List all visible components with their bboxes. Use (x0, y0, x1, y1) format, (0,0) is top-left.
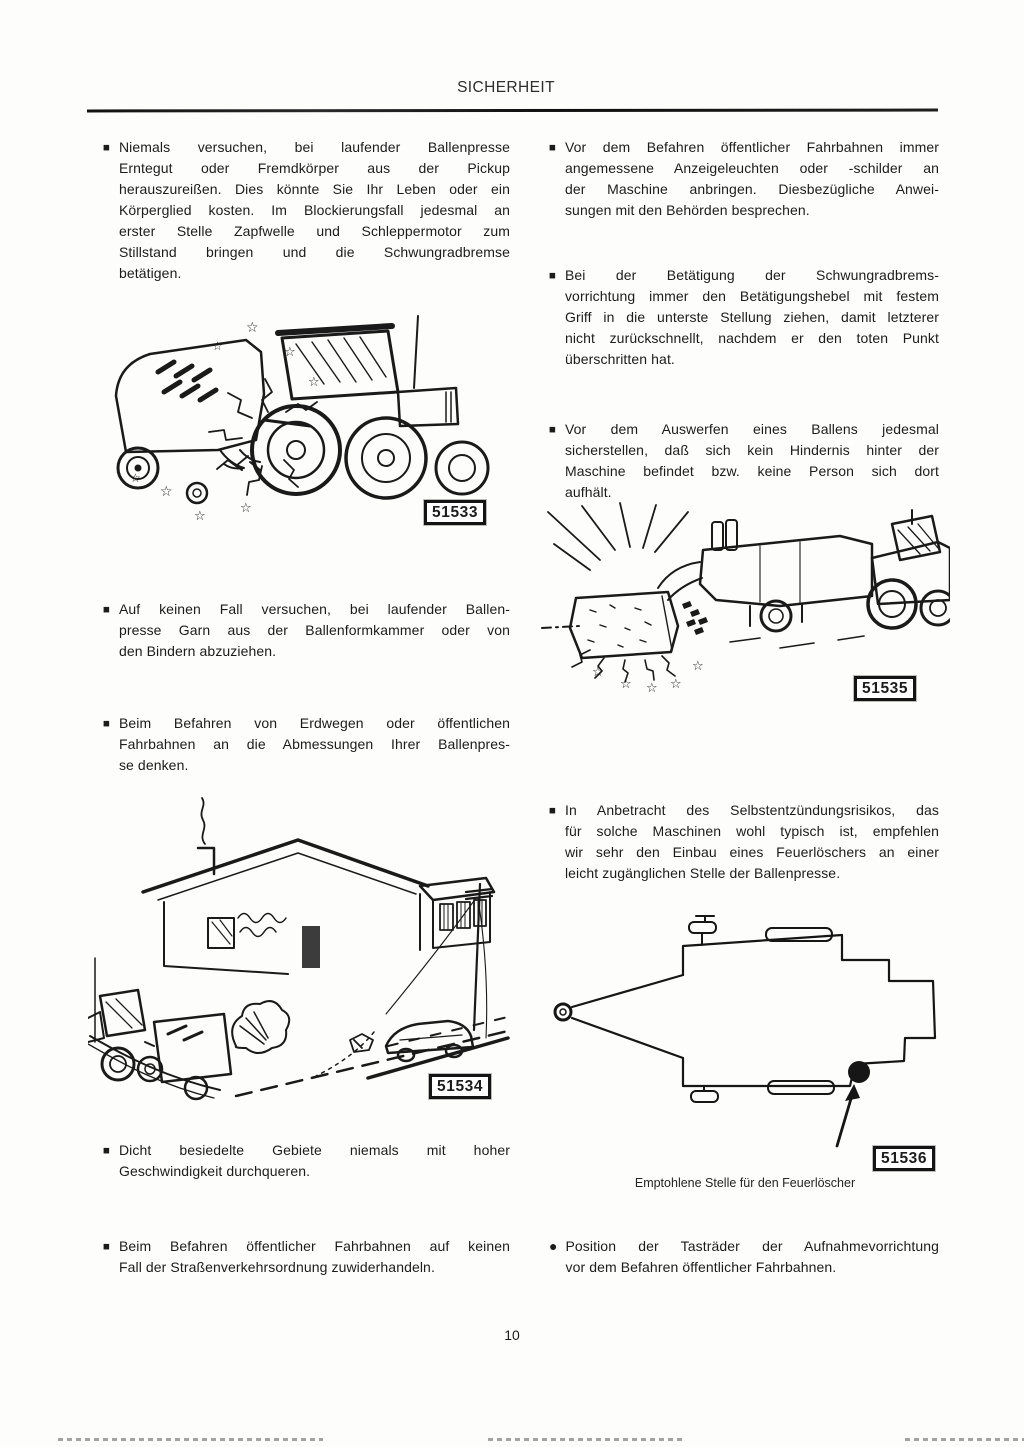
bullet-text: Bei der Betätigung der Schwungradbrems- vorrichtung immer den Betätigungshebel mit festem Griff in die unterste Stellung ziehen, damit letzterer nicht zurückschnellt, nachdem er den toten Punkt überschritten hat. (564, 267, 939, 367)
figure-number-badge: 51535 (854, 676, 916, 701)
safety-bullet (549, 137, 939, 221)
safety-bullet (549, 265, 939, 370)
svg-text:☆: ☆ (308, 375, 320, 390)
svg-text:☆: ☆ (646, 681, 658, 696)
safety-bullet (549, 1236, 939, 1278)
figure-number-badge: 51534 (429, 1074, 491, 1099)
svg-text:☆: ☆ (246, 320, 259, 336)
square-bullet-icon: ■ (103, 604, 110, 616)
safety-bullet (103, 137, 510, 284)
bullet-text: Auf keinen Fall versuchen, bei laufender Ballen- presse Garn aus der Ballenformkammer oder von den Bindern abzuziehen. (118, 601, 510, 659)
scan-artifact-line (58, 1438, 323, 1441)
header-rule (87, 109, 938, 113)
safety-bullet (103, 1140, 510, 1182)
figure-number-badge: 51533 (424, 500, 486, 525)
scan-artifact-line (488, 1438, 683, 1441)
square-bullet-icon: ■ (103, 1145, 110, 1157)
square-bullet-icon: ■ (549, 270, 556, 282)
svg-text:☆: ☆ (620, 677, 632, 692)
figure-number-badge: 51536 (873, 1146, 935, 1171)
square-bullet-icon: ■ (103, 718, 110, 730)
page-title: SICHERHEIT (457, 79, 555, 96)
bullet-text: Beim Befahren öffentlicher Fahrbahnen auf keinen Fall der Straßenverkehrsordnung zuwiderhandeln. (118, 1238, 510, 1275)
safety-bullet (103, 599, 510, 662)
svg-text:☆: ☆ (670, 677, 682, 692)
svg-text:☆: ☆ (592, 665, 604, 680)
svg-text:☆: ☆ (130, 471, 141, 485)
svg-text:☆: ☆ (692, 659, 704, 674)
scan-artifact-line (905, 1438, 1024, 1441)
baler-top-view-fire-extinguisher-diagram (545, 900, 960, 1150)
bullet-text: Vor dem Auswerfen eines Ballens jedesmal sicherstellen, daß sich kein Hindernis hinter der Maschine befindet bzw. keine Person sich dort aufhält. (564, 421, 939, 500)
square-bullet-icon: ■ (549, 424, 556, 436)
square-bullet-icon: ■ (549, 805, 556, 817)
svg-text:☆: ☆ (194, 509, 206, 524)
bullet-text: Vor dem Befahren öffentlicher Fahrbahnen immer angemessene Anzeigeleuchten oder -schilder an der Maschine anbringen. Diesbezügliche Anwei- sungen mit den Behörden besprechen. (564, 139, 939, 218)
safety-bullet (549, 800, 939, 884)
bullet-text: Position der Tasträder der Aufnahmevorrichtung vor dem Befahren öffentlicher Fahrbahnen. (565, 1238, 939, 1275)
circle-bullet-icon: ● (549, 1238, 558, 1254)
bullet-text: In Anbetracht des Selbstentzündungsrisikos, das für solche Maschinen wohl typisch ist, empfehlen wir sehr den Einbau eines Feuerlöschers an einer leicht zugänglichen Stelle der Ballenpresse. (564, 802, 939, 881)
safety-bullet (103, 713, 510, 776)
safety-bullet (549, 419, 939, 503)
svg-text:☆: ☆ (284, 345, 296, 360)
bullet-text: Beim Befahren von Erdwegen oder öffentlichen Fahrbahnen an die Abmessungen Ihrer Ballenpres- se denken. (118, 715, 510, 773)
bale-ejection-illustration (540, 500, 950, 705)
svg-text:☆: ☆ (212, 339, 223, 353)
safety-bullet (103, 1236, 510, 1278)
page-number: 10 (504, 1327, 520, 1343)
village-street-scene-illustration (88, 790, 513, 1110)
svg-text:☆: ☆ (240, 501, 252, 516)
square-bullet-icon: ■ (549, 142, 556, 154)
square-bullet-icon: ■ (103, 1241, 110, 1253)
square-bullet-icon: ■ (103, 142, 110, 154)
figure-caption: Emptohlene Stelle für den Feuerlöscher (634, 1176, 856, 1190)
bullet-text: Niemals versuchen, bei laufender Ballenpresse Erntegut oder Fremdkörper aus der Pickup herauszureißen. Dies könnte Sie Ihr Leben oder ein Körperglied kosten. Im Blockierungsfall jedesmal an erster Stelle Zapfwelle und Schleppermotor zum Stillstand bringen und die Schwungradbremse betätigen. (118, 139, 510, 281)
bullet-text: Dicht besiedelte Gebiete niemals mit hoher Geschwindigkeit durchqueren. (118, 1142, 510, 1179)
svg-text:☆: ☆ (160, 484, 173, 500)
